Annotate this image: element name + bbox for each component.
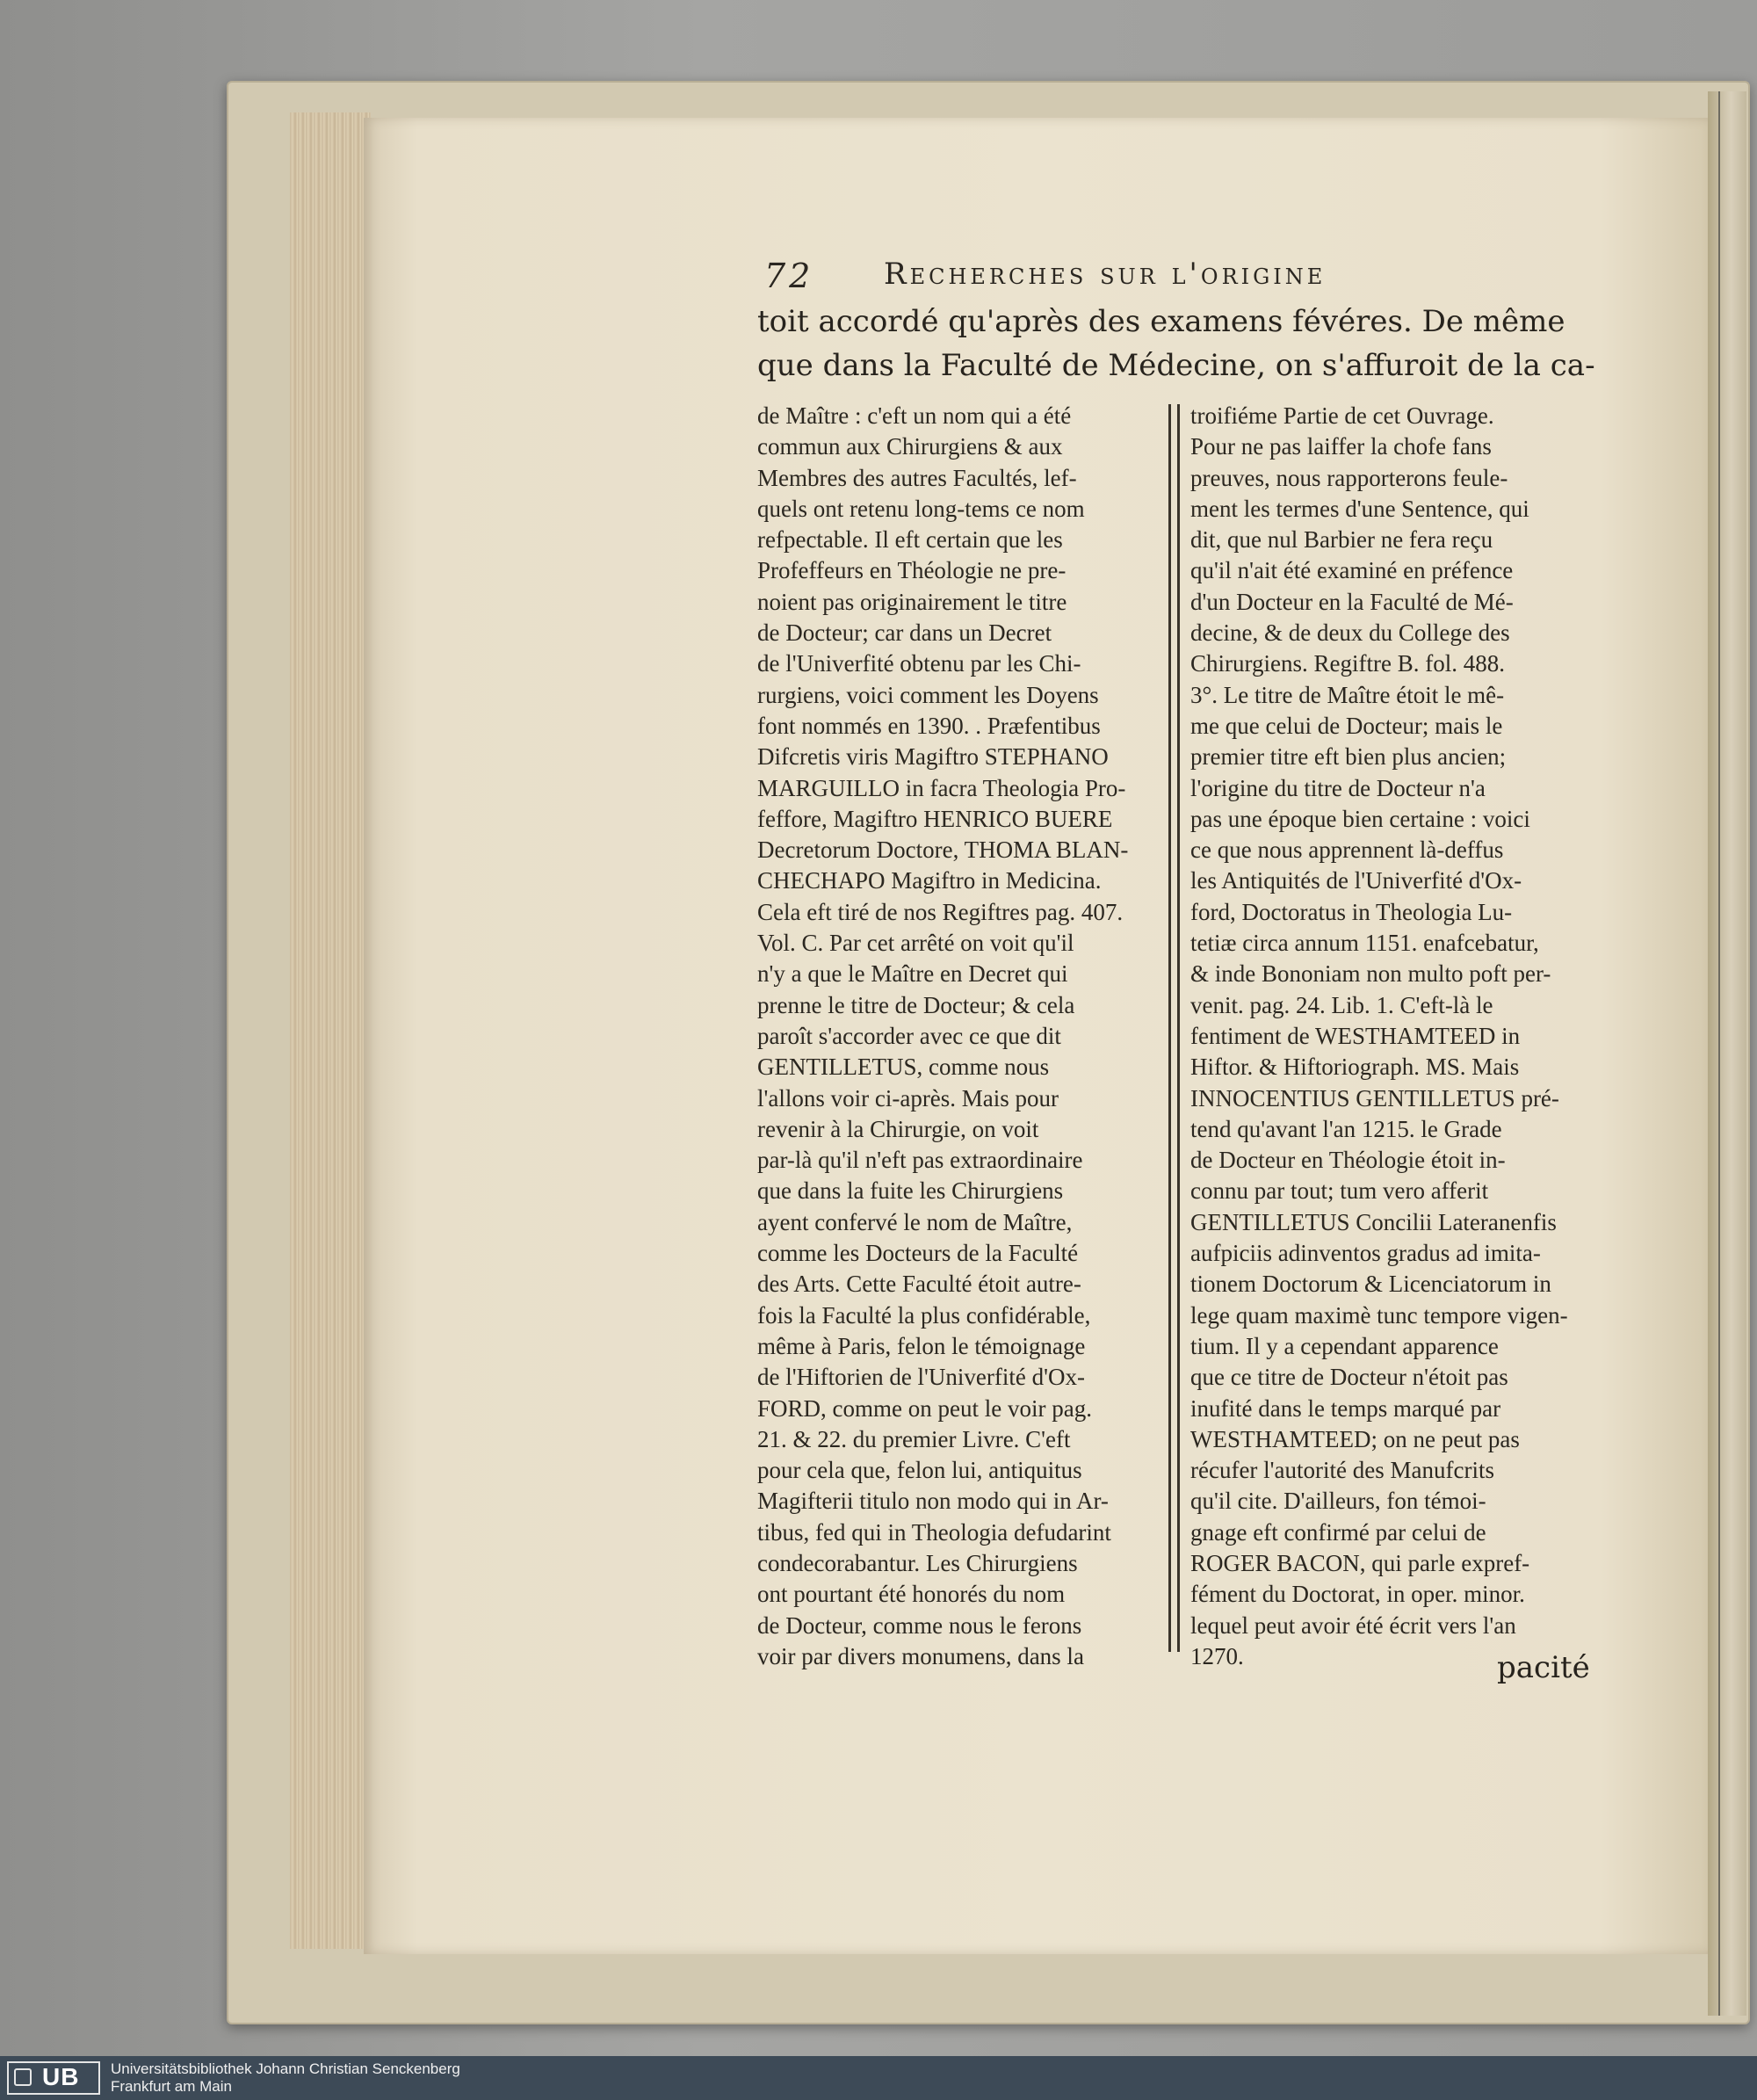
right-column-line: qu'il cite. D'ailleurs, fon témoi-: [1190, 1488, 1486, 1515]
left-column-line: n'y a que le Maître en Decret qui: [757, 960, 1068, 988]
book-gutter: [1708, 91, 1746, 2016]
right-column-line: tium. Il y a cependant apparence: [1190, 1332, 1499, 1359]
institution-location: Frankfurt am Main: [111, 2078, 232, 2095]
right-column-line: Hiftor. & Hiftoriograph. MS. Mais: [1190, 1054, 1520, 1081]
left-column-line: condecorabantur. Les Chirurgiens: [757, 1549, 1078, 1576]
left-column-line: pour cela que, felon lui, antiquitus: [757, 1457, 1082, 1484]
left-column-line: Decretorum Doctore, THOMA BLAN-: [757, 836, 1129, 864]
left-column-line: même à Paris, felon le témoignage: [757, 1332, 1086, 1359]
left-column-line: rurgiens, voici comment les Doyens: [757, 681, 1099, 708]
column-rule: [1168, 404, 1171, 1652]
left-column-line: revenir à la Chirurgie, on voit: [757, 1115, 1039, 1142]
right-column-line: lequel peut avoir été écrit vers l'an: [1190, 1611, 1516, 1639]
right-column-line: preuves, nous rapporterons feule-: [1190, 464, 1508, 491]
left-column-line: tibus, fed qui in Theologia defudarint: [757, 1518, 1111, 1546]
left-column-line: des Arts. Cette Faculté étoit autre-: [757, 1271, 1081, 1298]
left-column-line: de Docteur; car dans un Decret: [757, 619, 1052, 647]
left-column-line: MARGUILLO in facra Theologia Pro-: [757, 774, 1126, 801]
left-column-line: 21. & 22. du premier Livre. C'eft: [757, 1425, 1071, 1452]
left-column-line: CHECHAPO Magiftro in Medicina.: [757, 867, 1102, 894]
right-column-line: qu'il n'ait été examiné en préfence: [1190, 557, 1514, 584]
body-line-1: toit accordé qu'après des examens févéres. De même: [757, 304, 1565, 339]
left-column-line: feffore, Magiftro HENRICO BUERE: [757, 805, 1113, 832]
right-column-line: pas une époque bien certaine : voici: [1190, 805, 1530, 832]
right-column-line: lege quam maximè tunc tempore vigen-: [1190, 1301, 1568, 1329]
left-column-line: paroît s'accorder avec ce que dit: [757, 1022, 1061, 1049]
right-column-line: decine, & de deux du College des: [1190, 619, 1510, 647]
right-column-line: ce que nous apprennent là-deffus: [1190, 836, 1504, 864]
left-column-line: de Maître : c'eft un nom qui a été: [757, 402, 1072, 429]
right-column: [1190, 401, 1596, 1672]
page-number: 72: [764, 257, 814, 295]
right-column-line: tetiæ circa annum 1151. enafcebatur,: [1190, 930, 1539, 957]
page-edges: [290, 112, 371, 1949]
left-column-line: de l'Hiftorien de l'Univerfité d'Ox-: [757, 1364, 1085, 1391]
left-column-line: Magifterii titulo non modo qui in Ar-: [757, 1488, 1109, 1515]
left-column-line: commun aux Chirurgiens & aux: [757, 433, 1063, 460]
left-column-line: FORD, comme on peut le voir pag.: [757, 1394, 1092, 1422]
right-column-line: les Antiquités de l'Univerfité d'Ox-: [1190, 867, 1522, 894]
right-column-line: me que celui de Docteur; mais le: [1190, 712, 1503, 739]
left-column-line: fois la Faculté la plus confidérable,: [757, 1301, 1091, 1329]
right-column-line: troifiéme Partie de cet Ouvrage.: [1190, 402, 1494, 429]
right-column-line: GENTILLETUS Concilii Lateranenfis: [1190, 1208, 1557, 1235]
right-column-line: de Docteur en Théologie étoit in-: [1190, 1147, 1506, 1174]
right-column-line: tionem Doctorum & Licenciatorum in: [1190, 1271, 1551, 1298]
right-column-line: Pour ne pas laiffer la chofe fans: [1190, 433, 1492, 460]
right-column-line: récufer l'autorité des Manufcrits: [1190, 1457, 1494, 1484]
left-column-line: Cela eft tiré de nos Regiftres pag. 407.: [757, 898, 1124, 925]
left-column-line: Difcretis viris Magiftro STEPHANO: [757, 743, 1109, 771]
left-column-line: comme les Docteurs de la Faculté: [757, 1240, 1079, 1267]
right-column-line: dit, que nul Barbier ne fera reçu: [1190, 526, 1493, 554]
left-column-line: GENTILLETUS, comme nous: [757, 1054, 1050, 1081]
right-column-line: connu par tout; tum vero afferit: [1190, 1177, 1489, 1205]
left-column-line: voir par divers monumens, dans la: [757, 1642, 1084, 1669]
right-column-line: premier titre eft bien plus ancien;: [1190, 743, 1507, 771]
right-column-line: fément du Doctorat, in oper. minor.: [1190, 1581, 1525, 1608]
right-column-line: venit. pag. 24. Lib. 1. C'eft-là le: [1190, 991, 1493, 1018]
left-column: [757, 401, 1163, 1672]
left-column-line: Profeffeurs en Théologie ne pre-: [757, 557, 1066, 584]
ub-logo[interactable]: [7, 2061, 100, 2095]
right-column-line: ROGER BACON, qui parle expref-: [1190, 1549, 1530, 1576]
body-line-2: que dans la Faculté de Médecine, on s'affuroit de la ca-: [757, 348, 1595, 383]
left-column-line: Vol. C. Par cet arrêté on voit qu'il: [757, 930, 1074, 957]
right-column-line: aufpiciis adinventos gradus ad imita-: [1190, 1240, 1541, 1267]
footer-bar: [0, 2056, 1757, 2100]
right-column-line: d'un Docteur en la Faculté de Mé-: [1190, 588, 1514, 615]
institution-name: Universitätsbibliothek Johann Christian Senckenberg: [111, 2060, 460, 2077]
right-column-line: WESTHAMTEED; on ne peut pas: [1190, 1425, 1520, 1452]
right-column-line: Chirurgiens. Regiftre B. fol. 488.: [1190, 650, 1505, 677]
right-column-line: ment les termes d'une Sentence, qui: [1190, 495, 1529, 522]
right-column-line: tend qu'avant l'an 1215. le Grade: [1190, 1115, 1502, 1142]
column-rule: [1177, 404, 1180, 1652]
right-column-line: fentiment de WESTHAMTEED in: [1190, 1022, 1521, 1049]
left-column-line: que dans la fuite les Chirurgiens: [757, 1177, 1064, 1205]
running-title: Recherches sur l'origine: [884, 257, 1327, 292]
left-column-line: ayent confervé le nom de Maître,: [757, 1208, 1073, 1235]
left-column-line: ont pourtant été honorés du nom: [757, 1581, 1066, 1608]
right-column-line: INNOCENTIUS GENTILLETUS pré-: [1190, 1084, 1559, 1112]
right-column-line: & inde Bononiam non multo poft per-: [1190, 960, 1551, 988]
left-column-line: quels ont retenu long-tems ce nom: [757, 495, 1085, 522]
right-column-line: ford, Doctoratus in Theologia Lu-: [1190, 898, 1513, 925]
left-column-line: font nommés en 1390. . Præfentibus: [757, 712, 1101, 739]
right-column-line: 1270.: [1190, 1642, 1244, 1669]
right-column-line: inufité dans le temps marqué par: [1190, 1394, 1501, 1422]
left-column-line: noient pas originairement le titre: [757, 588, 1067, 615]
right-column-line: que ce titre de Docteur n'étoit pas: [1190, 1364, 1508, 1391]
logo-text: UB: [42, 2063, 80, 2090]
running-head: [754, 257, 1483, 301]
left-column-line: de Docteur, comme nous le ferons: [757, 1611, 1082, 1639]
gutter-line: [1718, 91, 1720, 2016]
library-icon: [14, 2068, 32, 2086]
left-column-line: prenne le titre de Docteur; & cela: [757, 991, 1075, 1018]
left-column-line: l'allons voir ci-après. Mais pour: [757, 1084, 1059, 1112]
catchword: pacité: [1497, 1650, 1590, 1685]
left-column-line: de l'Univerfité obtenu par les Chi-: [757, 650, 1081, 677]
left-column-line: Membres des autres Facultés, lef-: [757, 464, 1077, 491]
right-column-line: 3°. Le titre de Maître étoit le mê-: [1190, 681, 1505, 708]
left-column-line: refpectable. Il eft certain que les: [757, 526, 1063, 554]
right-column-line: gnage eft confirmé par celui de: [1190, 1518, 1486, 1546]
right-column-line: l'origine du titre de Docteur n'a: [1190, 774, 1486, 801]
left-column-line: par-là qu'il n'eft pas extraordinaire: [757, 1147, 1083, 1174]
